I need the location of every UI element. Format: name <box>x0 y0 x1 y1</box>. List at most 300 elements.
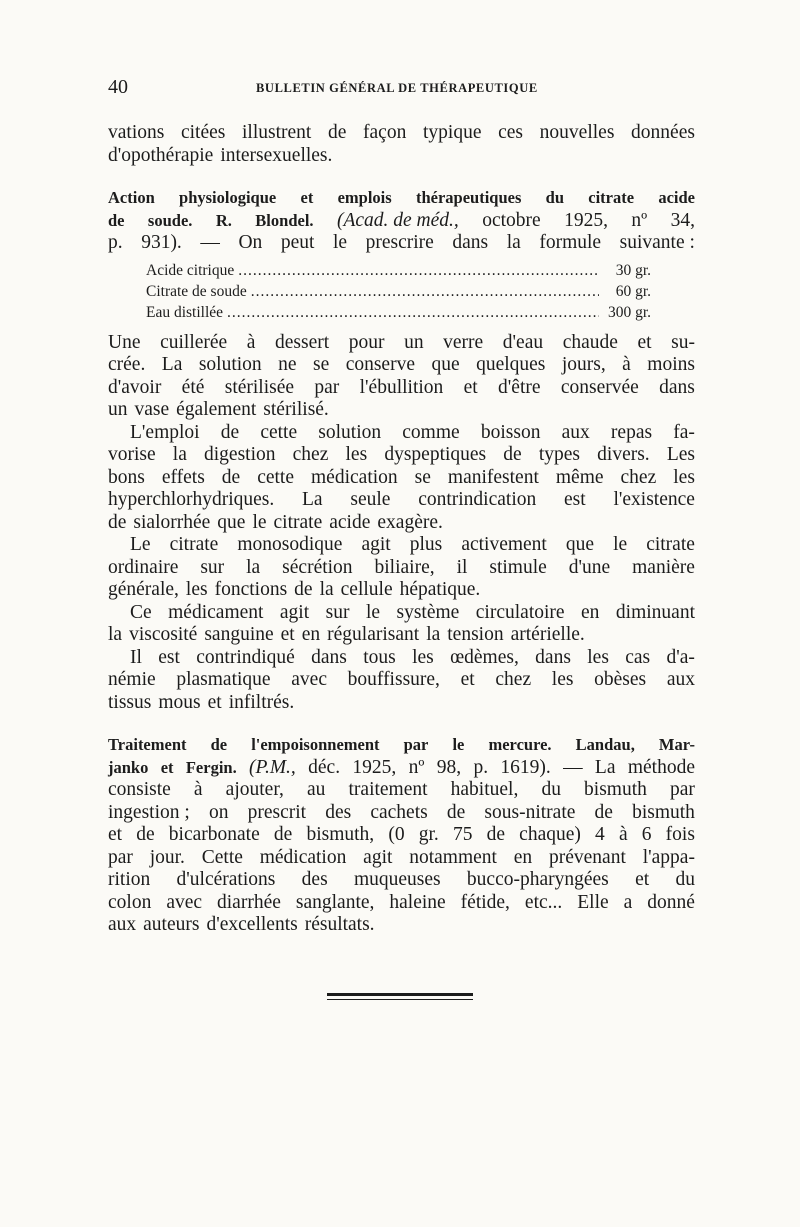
word: colon <box>108 891 152 913</box>
word: de <box>594 801 613 823</box>
word: de <box>446 801 466 823</box>
section-text-line <box>108 232 695 255</box>
word: vase <box>134 399 170 420</box>
word: vations <box>108 122 165 143</box>
text-line <box>108 692 695 715</box>
word: — <box>563 756 583 778</box>
section-paragraphs <box>108 332 695 715</box>
word: auteurs <box>143 914 200 935</box>
page-header <box>108 76 695 100</box>
word: chez <box>495 669 532 690</box>
title-word: Traitement <box>108 735 187 754</box>
text-line <box>108 489 695 512</box>
word: seule <box>350 489 391 510</box>
word: citées <box>180 122 226 143</box>
title-word: Mar- <box>658 735 695 754</box>
text-line <box>108 354 695 377</box>
word: l'appa- <box>642 846 695 868</box>
ingredient-quantity: 30 gr. <box>615 261 651 279</box>
word: les <box>551 669 574 690</box>
word: aux <box>666 669 695 690</box>
word: typique <box>422 122 482 143</box>
word: en <box>301 624 321 645</box>
word: système <box>396 601 460 623</box>
word: contrindication <box>418 489 537 510</box>
word: traitement <box>348 779 428 800</box>
word: 75 <box>452 824 473 845</box>
text-line <box>108 669 695 692</box>
word: de <box>108 511 127 533</box>
text-line <box>108 847 695 870</box>
word: stérilisée <box>224 376 295 398</box>
word: infiltrés. <box>228 691 295 713</box>
word: sialorrhée <box>133 511 211 533</box>
word: p. <box>108 232 123 253</box>
word: de <box>136 824 155 845</box>
word: donné <box>647 891 695 913</box>
word: digestion <box>204 444 276 465</box>
word: biliaire, <box>374 556 435 578</box>
word: la <box>506 232 521 253</box>
word: ne <box>278 354 297 375</box>
word: contrindiqué <box>196 646 295 668</box>
word: activement <box>461 534 547 555</box>
word: dans <box>452 232 489 253</box>
text-line <box>108 122 695 145</box>
recipe-row <box>146 281 651 302</box>
word: agit <box>361 534 391 555</box>
word: 1925, <box>352 756 397 778</box>
title-word: thérapeutiques <box>415 188 522 207</box>
word: intersexuelles. <box>220 144 333 166</box>
word: types <box>538 444 581 465</box>
end-rule <box>327 993 473 996</box>
word: notamment <box>409 846 497 868</box>
text-line <box>108 332 695 355</box>
word: générale, <box>108 579 179 600</box>
word: et <box>463 376 478 398</box>
word: de <box>503 444 522 465</box>
word: divers. <box>597 444 650 465</box>
word: est <box>564 489 586 510</box>
section-title-line <box>108 734 695 757</box>
word: de <box>220 421 240 443</box>
word: effets <box>161 466 205 488</box>
word: dessert <box>275 331 330 353</box>
word: d'opothérapie <box>108 144 214 166</box>
paragraph <box>108 422 695 535</box>
word: et <box>280 624 295 645</box>
word: les <box>185 579 208 600</box>
text-line <box>108 892 695 915</box>
word: exagère. <box>377 511 443 533</box>
word: façon <box>363 122 407 143</box>
word: fonctions <box>214 579 288 600</box>
word: 98, <box>436 756 462 778</box>
word: aux <box>561 421 590 443</box>
word: diminuant <box>615 601 695 623</box>
word: muqueuses <box>353 869 441 890</box>
word: peut <box>280 232 315 253</box>
word: 34, <box>670 209 695 231</box>
word: les <box>412 646 434 668</box>
word: dans <box>535 646 571 668</box>
text-line <box>108 145 695 168</box>
paragraph <box>108 332 695 422</box>
word: la <box>246 556 261 578</box>
word: la <box>426 624 441 645</box>
word: d'être <box>498 376 541 398</box>
word: diarrhée <box>217 891 281 913</box>
word: sur <box>200 556 225 578</box>
paragraph <box>108 534 695 602</box>
recipe-row <box>146 302 651 323</box>
text-line <box>108 422 695 445</box>
word: Les <box>666 444 695 465</box>
word: en <box>513 846 533 868</box>
title-word: Blondel. <box>255 210 314 230</box>
word: médication <box>311 466 398 488</box>
word: Elle <box>577 891 609 913</box>
word: stérilisé. <box>263 399 329 420</box>
word: su- <box>671 331 695 353</box>
word: été <box>181 376 205 398</box>
word: etc... <box>524 891 563 913</box>
title-word: R. <box>215 210 232 230</box>
word: également <box>176 399 257 420</box>
word: tissus <box>108 691 152 713</box>
word: ordinaire <box>108 556 179 578</box>
word: tension <box>447 624 504 645</box>
word: solution <box>198 354 262 375</box>
word: La <box>302 489 323 510</box>
word: citrate <box>273 511 323 533</box>
title-word: physiologique <box>179 188 277 207</box>
text-line <box>108 512 695 535</box>
word: l'existence <box>613 489 695 510</box>
word: crée. <box>108 354 146 375</box>
title-word: et <box>300 188 314 207</box>
title-word: acide <box>658 188 695 207</box>
text-line <box>108 444 695 467</box>
word: d'une <box>568 556 611 578</box>
word: sécrétion <box>282 556 353 578</box>
word: 931). <box>141 232 182 253</box>
word: nº <box>631 209 648 231</box>
word: cette <box>260 421 298 443</box>
title-word: le <box>452 735 465 754</box>
running-head: BULLETIN GÉNÉRAL DE THÉRAPEUTIQUE <box>256 81 538 95</box>
paragraph <box>108 602 695 647</box>
section-citrate <box>108 187 695 714</box>
word: 6 <box>641 824 652 845</box>
ingredient-name: Citrate de soude <box>146 282 247 300</box>
word: dans <box>659 376 695 398</box>
word: les <box>345 444 368 465</box>
word: les <box>673 466 695 488</box>
word: d'eau <box>502 331 544 353</box>
word: par <box>669 779 695 800</box>
word: consiste <box>108 779 171 800</box>
title-word: mercure. <box>488 735 552 754</box>
recipe-table <box>146 260 651 323</box>
word: mous <box>158 691 201 713</box>
word: La <box>594 756 616 778</box>
end-rule-thin <box>327 999 473 1000</box>
section-mercure <box>108 734 695 937</box>
word: en <box>581 601 600 623</box>
word: chaude <box>562 331 618 353</box>
word: cellule <box>340 579 393 600</box>
word: L'emploi <box>130 421 200 443</box>
word: jour. <box>149 846 185 868</box>
word: que <box>565 534 595 555</box>
title-word: citrate <box>588 188 635 207</box>
word: que <box>217 511 246 533</box>
word: résultats. <box>304 914 375 935</box>
word: ingestion ; <box>108 801 190 823</box>
text-line <box>108 467 695 490</box>
text-line <box>108 824 695 847</box>
text-line <box>108 399 695 422</box>
word: et <box>460 669 475 690</box>
word: bismuth <box>632 801 695 823</box>
text-line <box>108 779 695 802</box>
word: On <box>238 232 263 253</box>
word: d'a- <box>666 646 695 668</box>
title-word: de <box>210 735 228 754</box>
word: plasmatique <box>176 669 271 690</box>
word: de <box>327 122 347 143</box>
word: comme <box>402 421 460 443</box>
dot-leader <box>251 281 599 302</box>
title-word: soude. <box>147 210 193 230</box>
ingredient-name: Eau distillée <box>146 303 224 321</box>
section-paragraph <box>108 779 695 937</box>
word: quelques <box>476 354 546 375</box>
word: nouvelles <box>539 122 615 143</box>
word: sanguine <box>204 624 274 645</box>
title-word: janko <box>108 757 149 777</box>
word: sanglante, <box>295 891 375 913</box>
word: pour <box>348 331 385 353</box>
word: sur <box>325 601 350 623</box>
word: la <box>172 444 187 465</box>
word: acide <box>329 511 371 533</box>
word: verre <box>443 331 484 353</box>
title-word: du <box>545 188 564 207</box>
text-line <box>108 602 695 625</box>
word: bucco-pharyngées <box>466 869 609 890</box>
word: chez <box>620 466 657 488</box>
word: obèses <box>594 669 647 690</box>
word: à <box>618 824 628 845</box>
word: Ce <box>130 601 152 623</box>
text-line <box>108 624 695 647</box>
word: avec <box>166 891 203 913</box>
word: (0 <box>388 824 405 845</box>
word: des <box>301 869 328 890</box>
word: de <box>486 824 506 845</box>
title-word: emplois <box>337 188 392 207</box>
word: nº <box>408 756 425 778</box>
word: citrate <box>646 534 695 555</box>
section-title-line <box>108 187 695 210</box>
word: fa- <box>673 421 695 443</box>
word: hyperchlorhydriques. <box>108 489 275 510</box>
recipe-row <box>146 260 651 281</box>
word: avec <box>291 669 327 690</box>
word: Il <box>130 646 142 668</box>
word: agit <box>363 846 393 868</box>
word: bicarbonate <box>168 824 260 845</box>
word: bouffissure, <box>347 669 440 690</box>
word: prévenant <box>549 846 626 868</box>
word: à <box>622 354 631 375</box>
word: tous <box>363 646 396 668</box>
word: déc. <box>308 756 341 778</box>
word: d'ulcérations <box>176 869 276 890</box>
word: est <box>158 646 180 668</box>
word: manière <box>632 556 695 578</box>
word: la <box>319 579 334 600</box>
word: œdèmes, <box>450 646 519 668</box>
word: octobre <box>482 209 541 231</box>
page-number: 40 <box>108 76 128 98</box>
word: de <box>221 466 241 488</box>
text-line <box>108 377 695 400</box>
word: à <box>246 331 256 353</box>
word: circulatoire <box>475 601 565 623</box>
word: gr. <box>418 824 439 845</box>
section-title-line <box>108 757 695 780</box>
word: un <box>404 331 424 353</box>
word: 1925, <box>564 209 608 231</box>
word: a <box>623 891 633 913</box>
word: le <box>332 232 348 253</box>
word: vorise <box>108 444 156 465</box>
word: hépatique. <box>399 579 481 600</box>
word: conserve <box>345 354 415 375</box>
word: stimule <box>489 556 547 578</box>
word: les <box>587 646 609 668</box>
word: bismuth <box>584 779 647 800</box>
citation: (Acad. de méd., <box>336 209 459 231</box>
word: de <box>294 579 313 600</box>
word: fois <box>665 824 695 845</box>
paragraph <box>108 647 695 715</box>
word: prescrit <box>247 801 307 823</box>
word: chez <box>292 444 329 465</box>
word: La <box>161 354 183 375</box>
word: régularisant <box>327 624 420 645</box>
word: viscosité <box>129 624 198 645</box>
word: données <box>631 122 695 143</box>
word: ces <box>498 122 524 143</box>
word: formule <box>539 232 602 253</box>
word: se <box>312 354 330 375</box>
title-word: de <box>108 210 125 230</box>
word: p. <box>473 756 489 778</box>
text-line <box>108 802 695 825</box>
word: cachets <box>370 801 428 823</box>
ingredient-quantity: 300 gr. <box>607 303 651 321</box>
word: aux <box>108 914 137 935</box>
word: le <box>252 511 267 533</box>
word: boisson <box>480 421 541 443</box>
title-word: Landau, <box>575 735 635 754</box>
word: le <box>613 534 628 555</box>
word: prescrire <box>365 232 434 253</box>
word: et <box>635 869 650 890</box>
word: médication <box>259 846 347 868</box>
word: médicament <box>168 601 264 623</box>
text-line <box>108 579 695 602</box>
word: monosodique <box>237 534 343 555</box>
dot-leader <box>238 260 599 281</box>
word: à <box>193 779 203 800</box>
word: d'excellents <box>206 914 298 935</box>
word: chaque) <box>519 824 581 845</box>
word: au <box>307 779 326 800</box>
word: et <box>108 824 123 845</box>
word: illustrent <box>242 122 312 143</box>
title-word: et <box>160 757 174 777</box>
word: habituel, <box>450 779 519 800</box>
word: du <box>675 869 695 890</box>
word: Cette <box>201 846 243 868</box>
word: ajouter, <box>225 779 284 800</box>
word: bons <box>108 466 145 488</box>
title-word: Fergin. <box>185 757 237 777</box>
word: méthode <box>627 756 695 778</box>
word: fétide, <box>460 891 510 913</box>
word: conservée <box>560 376 639 398</box>
word: la <box>108 624 123 645</box>
word: solution <box>318 421 382 443</box>
word: agit <box>279 601 310 623</box>
dot-leader <box>227 302 599 323</box>
word: et <box>637 331 652 353</box>
title-word: l'empoisonnement <box>251 735 380 754</box>
section-title-line <box>108 210 695 233</box>
word: jours, <box>561 354 606 375</box>
word: on <box>208 801 229 823</box>
word: citrate <box>169 534 219 555</box>
word: par <box>108 846 133 868</box>
word: même <box>555 466 604 488</box>
text-line <box>108 534 695 557</box>
word: d'avoir <box>108 376 162 398</box>
word: cuillerée <box>160 331 228 353</box>
word: par <box>314 376 340 398</box>
word: le <box>365 601 381 623</box>
word: Le <box>130 534 151 555</box>
word: sous-nitrate <box>484 801 576 823</box>
word: dans <box>311 646 347 668</box>
citation: (P.M., <box>249 756 296 778</box>
title-word: Action <box>108 188 155 207</box>
word: il <box>456 556 468 578</box>
word: artérielle. <box>510 624 585 645</box>
word: moins <box>647 354 695 375</box>
word: manifestent <box>447 466 539 488</box>
word: un <box>108 399 128 420</box>
ingredient-quantity: 60 gr. <box>615 282 651 300</box>
word: cette <box>257 466 295 488</box>
text-line <box>108 557 695 580</box>
word: de <box>273 824 293 845</box>
